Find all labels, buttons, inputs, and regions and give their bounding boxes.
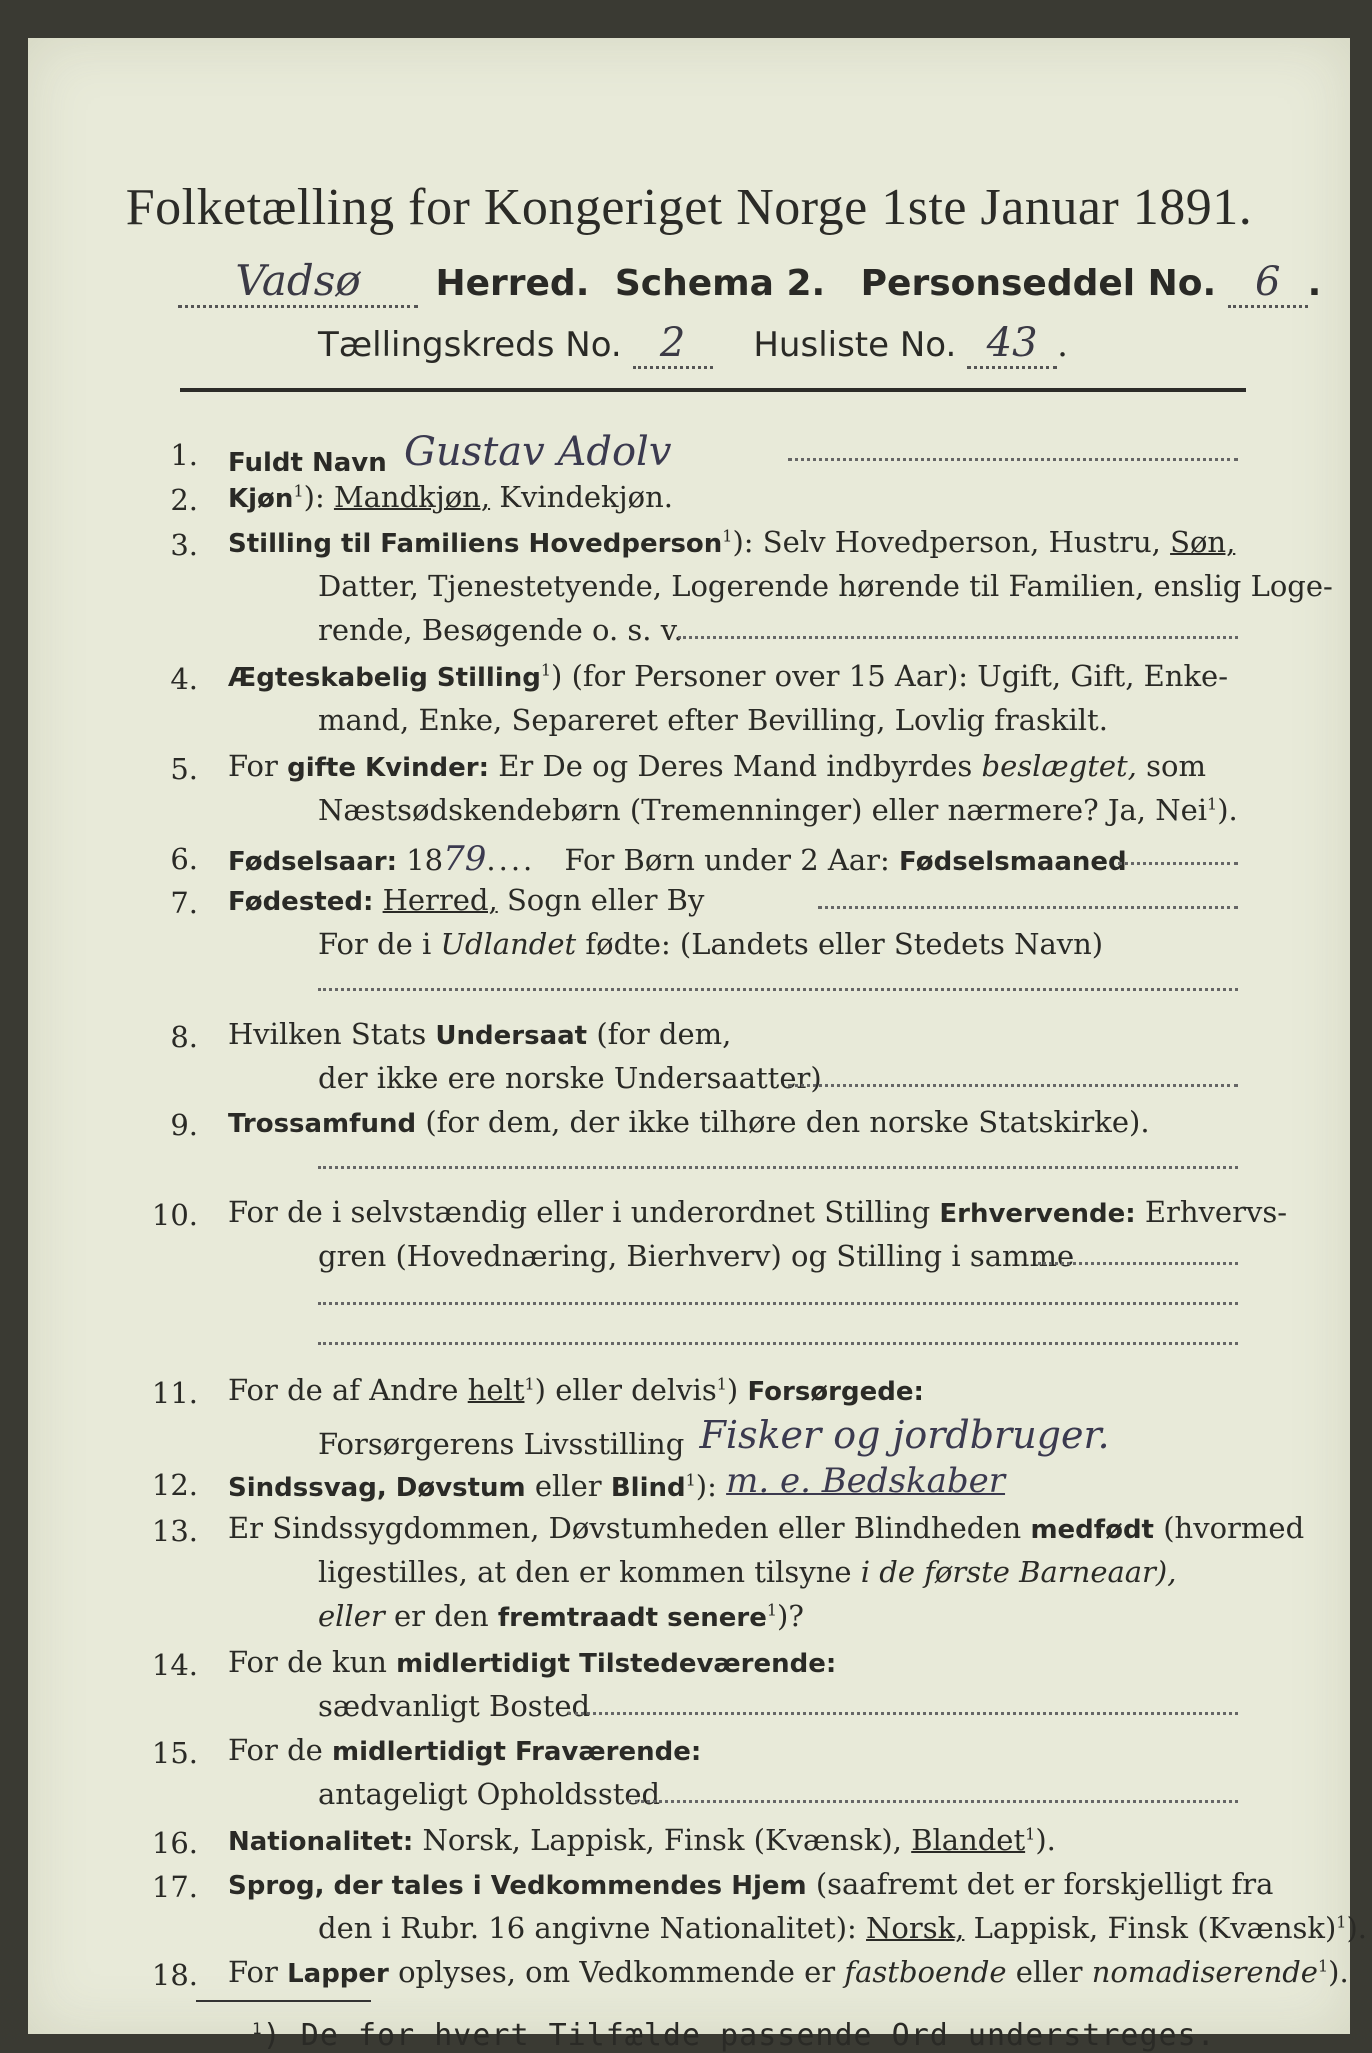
- item-12-text-a: eller: [534, 1469, 602, 1503]
- item-8-line2: der ikke ere norske Undersaatter): [318, 1061, 822, 1095]
- option-son: Søn,: [1170, 525, 1236, 559]
- herred-name: Vadsø: [235, 256, 361, 305]
- item-number: 13.: [151, 1514, 198, 1548]
- disability-value: m. e. Bedskaber: [726, 1461, 1006, 1501]
- item-10-text-a: For de i selvstændig eller i underordnet Stilling: [228, 1195, 931, 1229]
- temporary-present-label: midlertidigt Tilstedeværende:: [396, 1649, 837, 1679]
- occupation-label: Erhvervende:: [939, 1199, 1136, 1229]
- dotted-line: [628, 1800, 1238, 1803]
- item-17-text-a: (saafremt det er forskjelligt fra: [815, 1867, 1274, 1901]
- footnote-mark: 1: [293, 481, 304, 501]
- option-herred: Herred,: [382, 883, 498, 917]
- item-14-text-a: For de kun: [228, 1645, 387, 1679]
- dotted-line: [318, 1166, 1238, 1169]
- item-16: Nationalitet: Norsk, Lappisk, Finsk (Kvænsk), Blandet$^1$).: [228, 1823, 1056, 1857]
- census-form: [28, 38, 1367, 2053]
- sex-female-option: Kvindekjøn.: [499, 480, 673, 514]
- item-5-italic: beslægtet,: [981, 749, 1137, 783]
- dotted-line: [318, 1302, 1238, 1305]
- item-number: 1.: [170, 438, 198, 472]
- item-10-text-b: Erhvervs-: [1144, 1195, 1288, 1229]
- item-5-line2: Næstsødskendebørn (Tremenninger) eller nærmere? Ja, Nei$^1$).: [318, 793, 1238, 827]
- item-11-text-a: For de af Andre: [228, 1373, 459, 1407]
- item-number: 11.: [151, 1376, 198, 1410]
- husliste-field: [967, 320, 1057, 369]
- footnote-text: ) De for hvert Tilfælde passende Ord understreges.: [262, 2018, 1216, 2053]
- item-7-text-c: For de i: [318, 927, 432, 961]
- item-2: [228, 480, 673, 514]
- item-number: 15.: [151, 1736, 198, 1770]
- marital-options-a: ) (for Personer over 15 Aar): Ugift, Gift, Enke-: [551, 659, 1229, 693]
- dotted-line: [818, 906, 1238, 909]
- item-8-text-b: (for dem,: [596, 1017, 732, 1051]
- item-5-text-b: Er De og Deres Mand indbyrdes: [498, 749, 973, 783]
- item-13-text-e: )?: [777, 1599, 804, 1633]
- item-number: 3.: [170, 528, 198, 562]
- item-15-text-a: For de: [228, 1733, 323, 1767]
- dotted-line: [568, 1712, 1238, 1715]
- birth-year-label: Fødselsaar:: [228, 847, 397, 877]
- item-number: 8.: [170, 1020, 198, 1054]
- item-13-line3: eller er den fremtraadt senere$^1$)?: [318, 1599, 804, 1633]
- probable-stay-label: antageligt Opholdssted: [318, 1777, 661, 1811]
- item-9-text-a: (for dem, der ikke tilhøre den norske Statskirke).: [425, 1105, 1150, 1139]
- item-6-text-b: For Børn under 2 Aar:: [564, 843, 890, 877]
- form-title: Folketælling for Kongeriget Norge 1ste Januar 1891.: [125, 179, 1253, 236]
- provider-occupation-value: Fisker og jordbruger.: [699, 1413, 1110, 1457]
- item-13-text-d: er den: [393, 1599, 489, 1633]
- blind-label: Blind: [610, 1473, 686, 1503]
- dotted-line: [1118, 862, 1238, 865]
- family-position-options-c: rende, Besøgende o. s. v.: [318, 613, 683, 647]
- header-line-herred: Vadsø Herred. Schema 2. Personseddel No. 6 .: [178, 256, 1321, 308]
- nationality-label: Nationalitet:: [228, 1827, 414, 1857]
- item-17-line2: den i Rubr. 16 angivne Nationalitet): Norsk, Lappisk, Finsk (Kvænsk)$^1$).: [318, 1911, 1367, 1945]
- item-number: 14.: [151, 1648, 198, 1682]
- header-line-kreds: Tællingskreds No. 2 Husliste No. 43 .: [318, 320, 1068, 369]
- item-11: For de af Andre helt$^1$) eller delvis$^1$) Forsørgede:: [228, 1373, 924, 1407]
- item-number: 16.: [151, 1826, 198, 1860]
- item-11-text-b: ) eller delvis: [534, 1373, 717, 1407]
- kreds-field: [633, 320, 713, 369]
- item-10-line2: gren (Hovednæring, Bierhverv) og Stilling i samme: [318, 1239, 1075, 1273]
- item-number: 4.: [170, 662, 198, 696]
- item-18: For Lapper oplyses, om Vedkommende er fastboende eller nomadiserende$^1$).: [228, 1955, 1349, 1989]
- marital-options-b: mand, Enke, Separeret efter Bevilling, Lovlig fraskilt.: [318, 703, 1108, 737]
- personseddel-no: 6: [1254, 259, 1281, 305]
- personseddel-field: [1228, 259, 1308, 308]
- family-position-label: Stilling til Familiens Hovedperson: [228, 529, 723, 559]
- item-number: 18.: [151, 1958, 198, 1992]
- birth-year-value: 79: [443, 839, 487, 879]
- full-name-value: Gustav Adolv: [403, 429, 672, 475]
- item-number: 9.: [170, 1108, 198, 1142]
- religion-label: Trossamfund: [228, 1109, 417, 1139]
- marital-status-label: Ægteskabelig Stilling: [228, 663, 541, 693]
- item-8: [228, 1017, 732, 1051]
- header-rule: [180, 388, 1246, 392]
- supported-label: Forsørgede:: [747, 1377, 924, 1407]
- birth-month-label: Fødselsmaaned: [899, 847, 1127, 877]
- husliste-label: Husliste No.: [753, 325, 957, 365]
- item-12: Sindssvag, Døvstum eller Blind$^1$): m. e. Bedskaber: [228, 1461, 1006, 1503]
- item-13-italic-2: eller: [318, 1599, 385, 1633]
- kreds-no: 2: [659, 320, 686, 366]
- dotted-line: [1038, 1262, 1238, 1265]
- nationality-options: Norsk, Lappisk, Finsk (Kvænsk),: [422, 1823, 902, 1857]
- husliste-no: 43: [986, 320, 1038, 366]
- item-17: [228, 1867, 1274, 1901]
- colon-text: ):: [303, 480, 325, 514]
- congenital-label: medfødt: [1030, 1515, 1154, 1545]
- citizenship-label: Undersaat: [435, 1021, 588, 1051]
- item-7-line2: [318, 927, 1104, 961]
- dotted-line: [788, 1084, 1238, 1087]
- item-7: [228, 883, 705, 917]
- item-18-italic-2: nomadiserende: [1091, 1955, 1318, 1989]
- item-1: [228, 429, 672, 478]
- footnote-mark: 1: [252, 2019, 263, 2038]
- married-women-label: gifte Kvinder:: [287, 753, 490, 783]
- disability-label: Sindssvag, Døvstum: [228, 1473, 526, 1503]
- provider-occupation-label: Forsørgerens Livsstilling: [318, 1427, 685, 1461]
- item-10: [228, 1195, 1288, 1229]
- sex-male-option: Mandkjøn,: [333, 480, 491, 514]
- item-18-italic: fastboende: [844, 1955, 1007, 1989]
- item-number: 12.: [151, 1468, 198, 1502]
- item-7-text-d: fødte: (Landets eller Stedets Navn): [585, 927, 1104, 961]
- item-13-line2: [318, 1555, 1177, 1589]
- birth-year-prefix: 18: [406, 843, 444, 877]
- footnote-rule: [196, 2000, 371, 2002]
- temporary-absent-label: midlertidigt Fraværende:: [332, 1737, 702, 1767]
- item-17-text-b: den i Rubr. 16 angivne Nationalitet):: [318, 1911, 857, 1945]
- dotted-line: [318, 988, 1238, 991]
- herred-label: Herred.: [435, 263, 590, 304]
- kreds-label: Tællingskreds No.: [318, 325, 622, 365]
- option-norsk: Norsk,: [866, 1911, 965, 1945]
- sex-label: Kjøn: [228, 484, 294, 514]
- birthplace-label: Fødested:: [228, 887, 374, 917]
- item-number: 7.: [170, 886, 198, 920]
- lapps-label: Lapper: [287, 1959, 389, 1989]
- item-18-text-c: eller: [1015, 1955, 1083, 1989]
- item-8-text-a: Hvilken Stats: [228, 1017, 427, 1051]
- item-11-line2: [318, 1413, 1110, 1461]
- item-number: 10.: [151, 1198, 198, 1232]
- dotted-line: [678, 636, 1238, 639]
- later-onset-label: fremtraadt senere: [497, 1603, 767, 1633]
- item-13-text-c: ligestilles, at den er kommen tilsyne: [318, 1555, 852, 1589]
- full-name-label: Fuldt Navn: [228, 448, 387, 478]
- item-number: 17.: [151, 1870, 198, 1904]
- item-7-text-b: Sogn eller By: [506, 883, 705, 917]
- language-label: Sprog, der tales i Vedkommendes Hjem: [228, 1871, 807, 1901]
- schema-label: Schema 2.: [614, 263, 826, 304]
- family-position-options-a: ): Selv Hovedperson, Hustru,: [732, 525, 1161, 559]
- item-14: [228, 1645, 837, 1679]
- option-helt: helt: [467, 1373, 525, 1407]
- personseddel-label: Personseddel No.: [860, 263, 1217, 304]
- item-5-text-d: Næstsødskendebørn (Tremenninger) eller nærmere? Ja, Nei: [318, 793, 1208, 827]
- item-7-italic: Udlandet: [440, 927, 577, 961]
- herred-field: [178, 256, 418, 308]
- option-blandet: Blandet: [911, 1823, 1026, 1857]
- item-9: [228, 1105, 1150, 1139]
- item-5-text-a: For: [228, 749, 278, 783]
- item-5-text-c: som: [1146, 749, 1206, 783]
- item-4: Ægteskabelig Stilling$^1$) (for Personer over 15 Aar): Ugift, Gift, Enke-: [228, 659, 1229, 693]
- item-13-text-a: Er Sindssygdommen, Døvstumheden eller Blindheden: [228, 1511, 1022, 1545]
- item-number: 5.: [170, 752, 198, 786]
- usual-residence-label: sædvanligt Bosted: [318, 1689, 591, 1723]
- item-6: Fødselsaar: 1879.... For Børn under 2 Aar: Fødselsmaaned: [228, 839, 1127, 879]
- item-13-italic: i de første Barneaar),: [860, 1555, 1177, 1589]
- item-5: [228, 749, 1206, 783]
- item-13: [228, 1511, 1305, 1545]
- item-17-text-c: Lappisk, Finsk (Kvænsk): [973, 1911, 1337, 1945]
- dotted-line: [788, 458, 1238, 461]
- item-number: 6.: [170, 842, 198, 876]
- item-13-text-b: (hvormed: [1163, 1511, 1305, 1545]
- dotted-line: [318, 1342, 1238, 1345]
- item-18-text-b: oplyses, om Vedkommende er: [398, 1955, 836, 1989]
- item-15: [228, 1733, 702, 1767]
- item-number: 2.: [170, 483, 198, 517]
- item-18-text-a: For: [228, 1955, 278, 1989]
- item-3: Stilling til Familiens Hovedperson$^1$): Selv Hovedperson, Hustru, Søn,: [228, 525, 1236, 559]
- family-position-options-b: Datter, Tjenestetyende, Logerende hørende til Familien, enslig Loge-: [318, 569, 1333, 603]
